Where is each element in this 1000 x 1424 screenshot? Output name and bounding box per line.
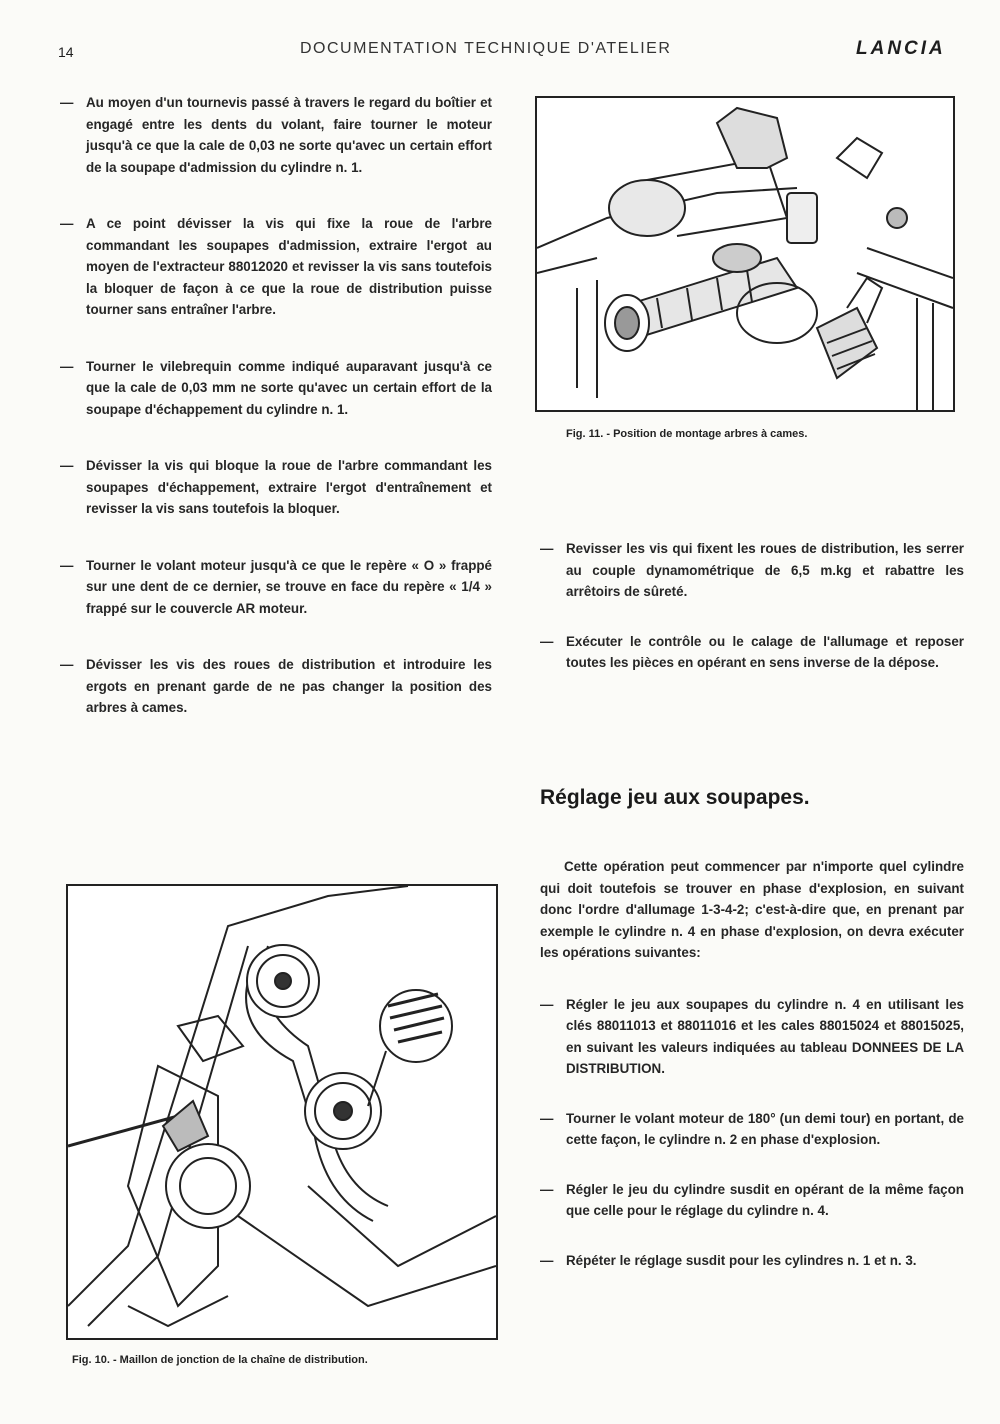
- list-item: — A ce point dévisser la vis qui fixe la roue de l'arbre commandant les soupapes d'admission, extraire l'ergot au moyen de l'extracteur 88012020 et revisser la vis sans toutefois la bloquer de façon à ce que la roue de distribution puisse tourner sans entraîner l'arbre.: [60, 216, 492, 317]
- left-column: [60, 92, 492, 719]
- right-column-top: [540, 538, 964, 674]
- list-item: — Régler le jeu du cylindre susdit en opérant de la même façon que celle pour le réglage du cylindre n. 4.: [540, 1181, 964, 1218]
- list-item: — Revisser les vis qui fixent les roues de distribution, les serrer au couple dynamométrique de 6,5 m.kg et rabattre les arrêtoirs de sûreté.: [540, 541, 964, 599]
- brand-logo: LANCIA: [856, 38, 946, 59]
- figure-11-caption: Fig. 11. - Position de montage arbres à cames.: [566, 428, 808, 440]
- list-item: — Dévisser la vis qui bloque la roue de l'arbre commandant les soupapes d'échappement, extraire l'ergot d'entraînement et revisser la vis sans toutefois la bloquer.: [60, 458, 492, 516]
- section-heading: Réglage jeu aux soupapes.: [540, 786, 810, 809]
- figure-10-timing-chain-illustration: [66, 884, 498, 1340]
- page-number: 14: [58, 44, 74, 60]
- list-item: — Régler le jeu aux soupapes du cylindre n. 4 en utilisant les clés 88011013 et 88011016 et les cales 88015024 et 88015025, en suivant les valeurs indiquées au tableau DONNEES DE LA DISTRIBUTION.: [540, 996, 964, 1076]
- list-item: — Au moyen d'un tournevis passé à travers le regard du boîtier et engagé entre les dents du volant, faire tourner le moteur jusqu'à ce que la cale de 0,03 ne sorte qu'avec un certain effort de la soupape d'admission du cylindre n. 1.: [60, 95, 492, 175]
- list-item: — Tourner le volant moteur jusqu'à ce que le repère « O » frappé sur une dent de ce dernier, se trouve en face du repère « 1/4 » frappé sur le couvercle AR moteur.: [60, 557, 492, 616]
- intro-paragraph: Cette opération peut commencer par n'importe quel cylindre qui doit toutefois se trouver en phase d'explosion, en suivant donc l'ordre d'allumage 1-3-4-2; c'est-à-dire que, en prenant par exemple le cylindre n. 4 en phase d'explosion, on devra exécuter les opérations suivantes:: [540, 859, 964, 960]
- list-item: — Répéter le réglage susdit pour les cylindres n. 1 et n. 3.: [540, 1252, 917, 1268]
- list-item: — Tourner le volant moteur de 180° (un demi tour) en portant, de cette façon, le cylindre n. 2 en phase d'explosion.: [540, 1110, 964, 1147]
- list-item: — Exécuter le contrôle ou le calage de l'allumage et reposer toutes les pièces en opérant en sens inverse de la dépose.: [540, 633, 964, 670]
- running-title: DOCUMENTATION TECHNIQUE D'ATELIER: [300, 40, 672, 57]
- list-item: — Tourner le vilebrequin comme indiqué auparavant jusqu'à ce que la cale de 0,03 mm ne sorte qu'avec un certain effort de la soupape d'échappement du cylindre n. 1.: [60, 358, 492, 417]
- figure-10-caption: Fig. 10. - Maillon de jonction de la chaîne de distribution.: [72, 1354, 368, 1366]
- figure-11-camshaft-illustration: [535, 96, 955, 412]
- list-item: — Dévisser les vis des roues de distribution et introduire les ergots en prenant garde de ne pas changer la position des arbres à cames.: [60, 657, 492, 715]
- right-column-bottom: [540, 856, 964, 1271]
